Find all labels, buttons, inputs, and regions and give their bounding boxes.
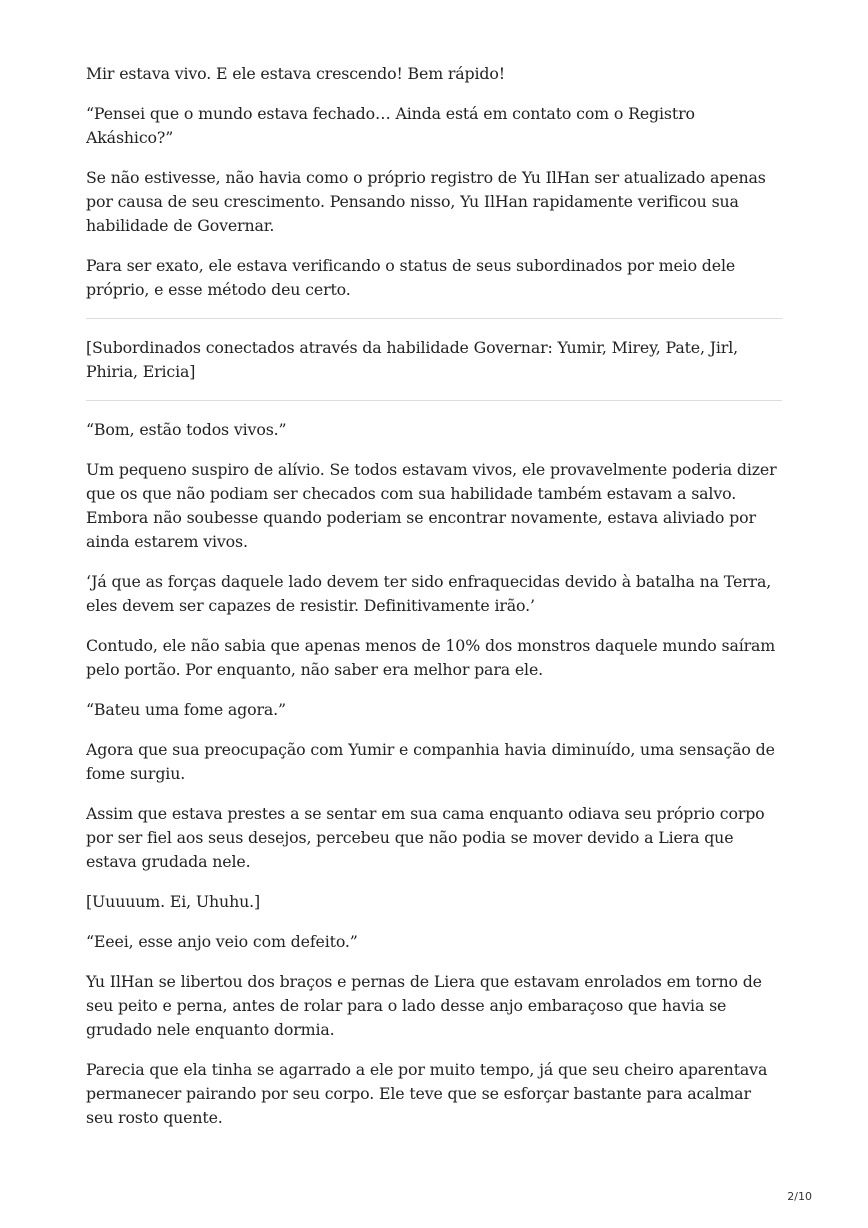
paragraph: Mir estava vivo. E ele estava crescendo! Bem rápido!	[86, 64, 505, 83]
paragraph: “Bateu uma fome agora.”	[86, 700, 286, 719]
paragraph: “Eeei, esse anjo veio com defeito.”	[86, 932, 358, 951]
paragraph: ‘Já que as forças daquele lado devem ter sido enfraquecidas devido à batalha na Terra, eles devem ser capazes de resistir. Definitivamente irão.’	[86, 572, 772, 615]
document-body	[86, 62, 782, 1146]
paragraph: Um pequeno suspiro de alívio. Se todos estavam vivos, ele provavelmente poderia dizer que os que não podiam ser checados com sua habilidade também estavam a salvo. Embora não soubesse quando poderiam se encontrar novamente, estava aliviado por ainda estarem vivos.	[86, 460, 777, 551]
system-message: [Subordinados conectados através da habilidade Governar: Yumir, Mirey, Pate, Jirl, Phiria, Ericia]	[86, 338, 738, 381]
paragraph: Para ser exato, ele estava verificando o status de seus subordinados por meio dele próprio, e esse método deu certo.	[86, 256, 736, 299]
paragraph: Yu IlHan se libertou dos braços e pernas de Liera que estavam enrolados em torno de seu peito e perna, antes de rolar para o lado desse anjo embaraçoso que havia se grudado nele enquanto dormia.	[86, 972, 762, 1039]
page-number: 2/10	[787, 1190, 812, 1203]
paragraph: Se não estivesse, não havia como o próprio registro de Yu IlHan ser atualizado apenas por causa de seu crescimento. Pensando nisso, Yu IlHan rapidamente verificou sua habilidade de Governar.	[86, 168, 766, 235]
divider-bottom	[86, 400, 782, 401]
paragraph: Contudo, ele não sabia que apenas menos de 10% dos monstros daquele mundo saíram pelo portão. Por enquanto, não saber era melhor para ele.	[86, 636, 776, 679]
paragraph: Assim que estava prestes a se sentar em sua cama enquanto odiava seu próprio corpo por ser fiel aos seus desejos, percebeu que não podia se mover devido a Liera que estava grudada nele.	[86, 804, 765, 871]
paragraph: “Bom, estão todos vivos.”	[86, 420, 287, 439]
paragraph: [Uuuuum. Ei, Uhuhu.]	[86, 892, 261, 911]
divider-top	[86, 318, 782, 319]
paragraph: “Pensei que o mundo estava fechado… Ainda está em contato com o Registro Akáshico?”	[86, 104, 695, 147]
paragraph: Parecia que ela tinha se agarrado a ele por muito tempo, já que seu cheiro aparentava permanecer pairando por seu corpo. Ele teve que se esforçar bastante para acalmar seu rosto quente.	[86, 1060, 768, 1127]
paragraph: Agora que sua preocupação com Yumir e companhia havia diminuído, uma sensação de fome surgiu.	[86, 740, 775, 783]
